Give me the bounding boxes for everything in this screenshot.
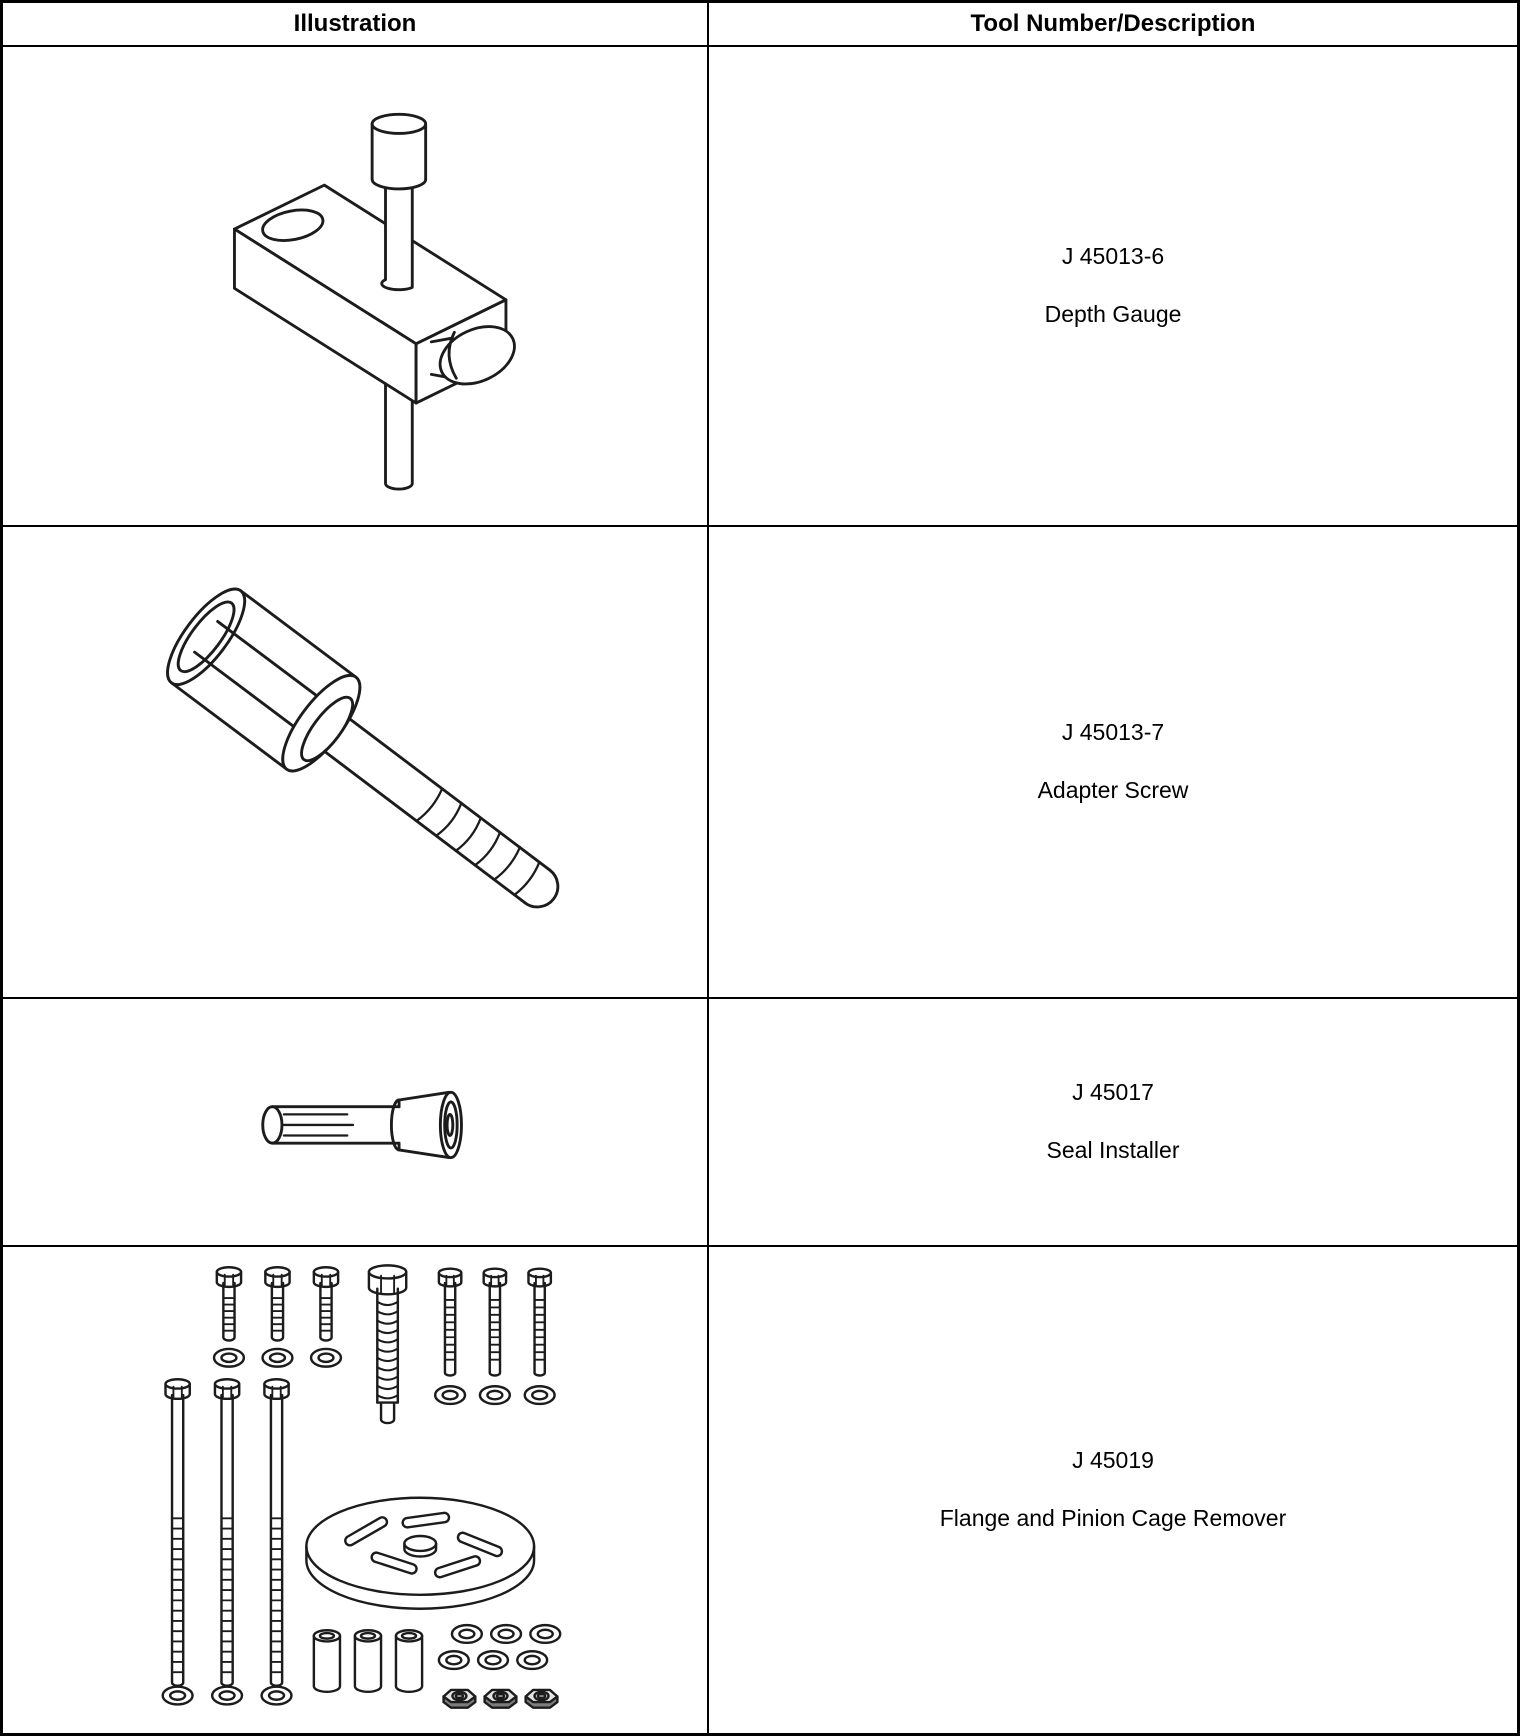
short-bolt (314, 1267, 338, 1340)
washer (311, 1349, 341, 1367)
washer (491, 1625, 521, 1643)
gauge-rod-lower (386, 384, 413, 488)
washer (452, 1625, 482, 1643)
screw-threads (416, 789, 539, 896)
washer (212, 1686, 242, 1704)
tool-number: J 45013-7 (1061, 719, 1165, 746)
hex-head-end-face (155, 578, 258, 695)
installer-nose (263, 1107, 282, 1143)
description-cell-depth-gauge (709, 47, 1517, 525)
washer (163, 1686, 193, 1704)
depth-gauge-illustration (17, 57, 693, 516)
tool-description: Seal Installer (1046, 1137, 1180, 1163)
header-tool-number-description (709, 3, 1517, 45)
header-tool-number-description-label: Tool Number/Description (970, 10, 1256, 37)
washer (435, 1386, 465, 1404)
medium-bolt (529, 1268, 551, 1375)
illustration-cell-adapter-screw (3, 527, 707, 997)
tool-number: J 45019 (1072, 1447, 1154, 1474)
gauge-cap-top (372, 114, 426, 133)
illustration-cell-flange-remover (3, 1247, 707, 1733)
screw-tip (525, 870, 558, 907)
hex-nut (526, 1690, 558, 1708)
long-bolt (215, 1379, 239, 1686)
washer (214, 1349, 244, 1367)
hex-nut (485, 1690, 517, 1708)
medium-bolt (484, 1268, 506, 1375)
gauge-rod-upper (382, 183, 413, 289)
adapter-screw-illustration (17, 536, 693, 987)
installer-slots (284, 1114, 353, 1135)
description-cell-seal-installer (709, 999, 1517, 1245)
forcing-screw (369, 1265, 406, 1423)
tool-description: Adapter Screw (1037, 777, 1189, 803)
washer (439, 1651, 469, 1669)
screw-shank (309, 707, 550, 903)
seal-installer-illustration (17, 1004, 693, 1240)
washer (525, 1386, 555, 1404)
spacer (396, 1630, 422, 1692)
washer (517, 1651, 547, 1669)
short-bolt (265, 1267, 289, 1340)
washer (478, 1651, 508, 1669)
long-bolt (264, 1379, 288, 1686)
spacer (314, 1630, 340, 1692)
spacer (355, 1630, 381, 1692)
washer (263, 1349, 293, 1367)
washer (530, 1625, 560, 1643)
header-illustration-label: Illustration (293, 10, 417, 37)
tool-description: Flange and Pinion Cage Remover (939, 1505, 1287, 1531)
header-illustration (3, 3, 707, 45)
tool-description: Depth Gauge (1044, 301, 1182, 327)
short-bolt (217, 1267, 241, 1340)
description-cell-flange-remover (709, 1247, 1517, 1733)
tool-number: J 45017 (1072, 1079, 1154, 1106)
remover-plate (306, 1497, 534, 1608)
tool-number: J 45013-6 (1061, 243, 1165, 270)
washer (480, 1386, 510, 1404)
illustration-cell-seal-installer (3, 999, 707, 1245)
illustration-cell-depth-gauge (3, 47, 707, 525)
flange-and-pinion-cage-remover-illustration (17, 1257, 693, 1724)
washer (262, 1686, 292, 1704)
medium-bolt (439, 1268, 461, 1375)
description-cell-adapter-screw (709, 527, 1517, 997)
hex-nut (444, 1690, 476, 1708)
long-bolt (166, 1379, 190, 1686)
